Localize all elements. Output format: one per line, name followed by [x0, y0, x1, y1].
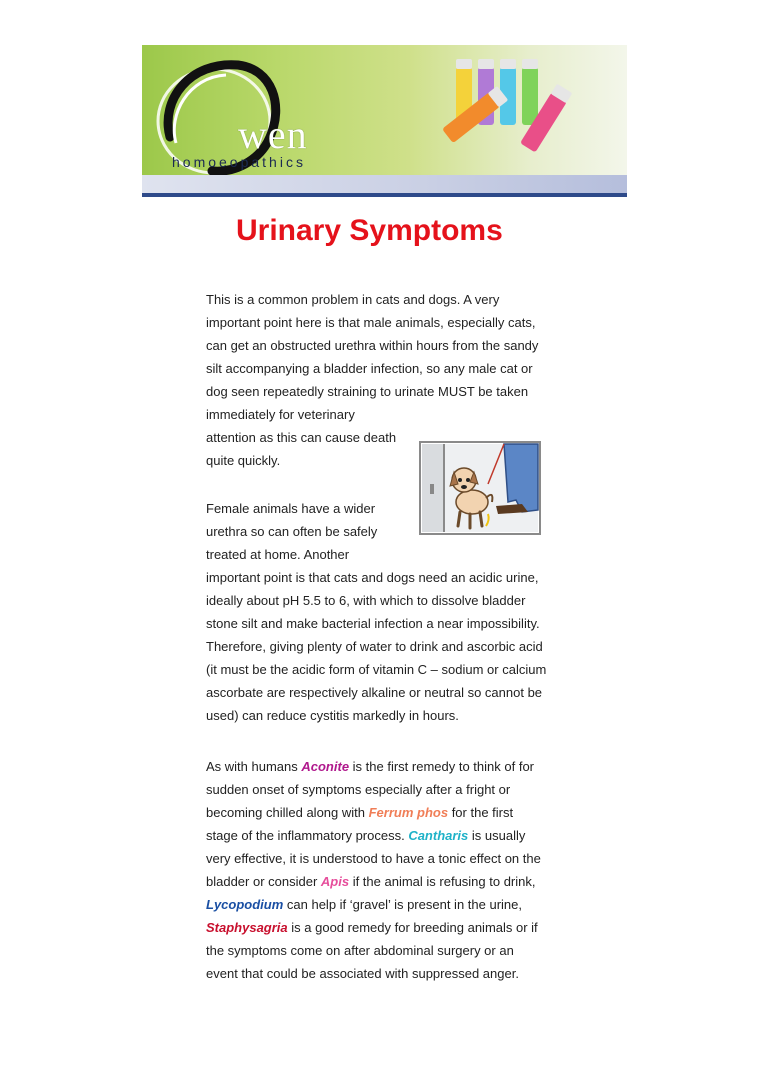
logo-wordmark: wen	[238, 112, 308, 157]
text-line: used) can reduce cystitis markedly in hours.	[206, 708, 459, 723]
remedy-lycopodium: Lycopodium	[206, 897, 284, 912]
paragraph-3	[206, 755, 541, 985]
text-line: event that could be associated with suppressed anger.	[206, 966, 519, 981]
text-line	[206, 916, 541, 939]
text-line: silt accompanying a bladder infection, so any male cat or	[206, 361, 533, 376]
text-line: quite quickly.	[206, 453, 281, 468]
text-line: can get an obstructed urethra within hours from the sandy	[206, 338, 539, 353]
text-run: for the first	[448, 805, 514, 820]
text-run: is usually	[468, 828, 526, 843]
text-line: stone silt and make bacterial infection a near impossibility.	[206, 616, 540, 631]
text-run: is a good remedy for breeding animals or if	[287, 920, 538, 935]
paragraph-2	[206, 497, 546, 727]
text-line: treated at home. Another	[206, 547, 350, 562]
text-line: Female animals have a wider	[206, 501, 376, 516]
text-line: very effective, it is understood to have a tonic effect on the	[206, 851, 541, 866]
text-run: stage of the inflammatory process.	[206, 828, 409, 843]
remedy-aconite: Aconite	[301, 759, 350, 774]
text-run: bladder or consider	[206, 874, 321, 889]
text-run: becoming chilled along with	[206, 805, 369, 820]
text-run: can help if ‘gravel’ is present in the urine,	[283, 897, 522, 912]
logo-tagline: homoeopathics	[172, 154, 306, 170]
text-run: if the animal is refusing to drink,	[349, 874, 536, 889]
text-line: Therefore, giving plenty of water to drink and ascorbic acid	[206, 639, 543, 654]
text-line: important point here is that male animals, especially cats,	[206, 315, 536, 330]
text-line: immediately for veterinary	[206, 407, 355, 422]
text-line: the symptoms come on after abdominal surgery or an	[206, 943, 514, 958]
page-title: Urinary Symptoms	[236, 214, 503, 247]
text-line	[206, 870, 541, 893]
text-line	[206, 824, 541, 847]
remedy-ferrum-phos: Ferrum phos	[368, 805, 449, 820]
text-line: important point is that cats and dogs need an acidic urine,	[206, 570, 539, 585]
banner-rule	[142, 193, 627, 197]
text-line	[206, 893, 541, 916]
text-run: As with humans	[206, 759, 302, 774]
text-line: This is a common problem in cats and dogs. A very	[206, 292, 500, 307]
remedy-staphysagria: Staphysagria	[206, 920, 288, 935]
text-line: attention as this can cause death	[206, 430, 397, 445]
text-line: urethra so can often be safely	[206, 524, 378, 539]
text-line: sudden onset of symptoms especially after a fright or	[206, 782, 511, 797]
text-line: (it must be the acidic form of vitamin C – sodium or calcium	[206, 662, 547, 677]
remedy-cantharis: Cantharis	[408, 828, 469, 843]
remedy-vials-image	[442, 59, 572, 153]
text-line: dog seen repeatedly straining to urinate MUST be taken	[206, 384, 529, 399]
text-line: ideally about pH 5.5 to 6, with which to dissolve bladder	[206, 593, 526, 608]
text-line	[206, 755, 541, 778]
text-line	[206, 801, 541, 824]
text-line: ascorbate are respectively alkaline or neutral so cannot be	[206, 685, 543, 700]
remedy-apis: Apis	[320, 874, 350, 889]
text-run: is the first remedy to think of for	[349, 759, 535, 774]
header-banner	[142, 45, 627, 197]
